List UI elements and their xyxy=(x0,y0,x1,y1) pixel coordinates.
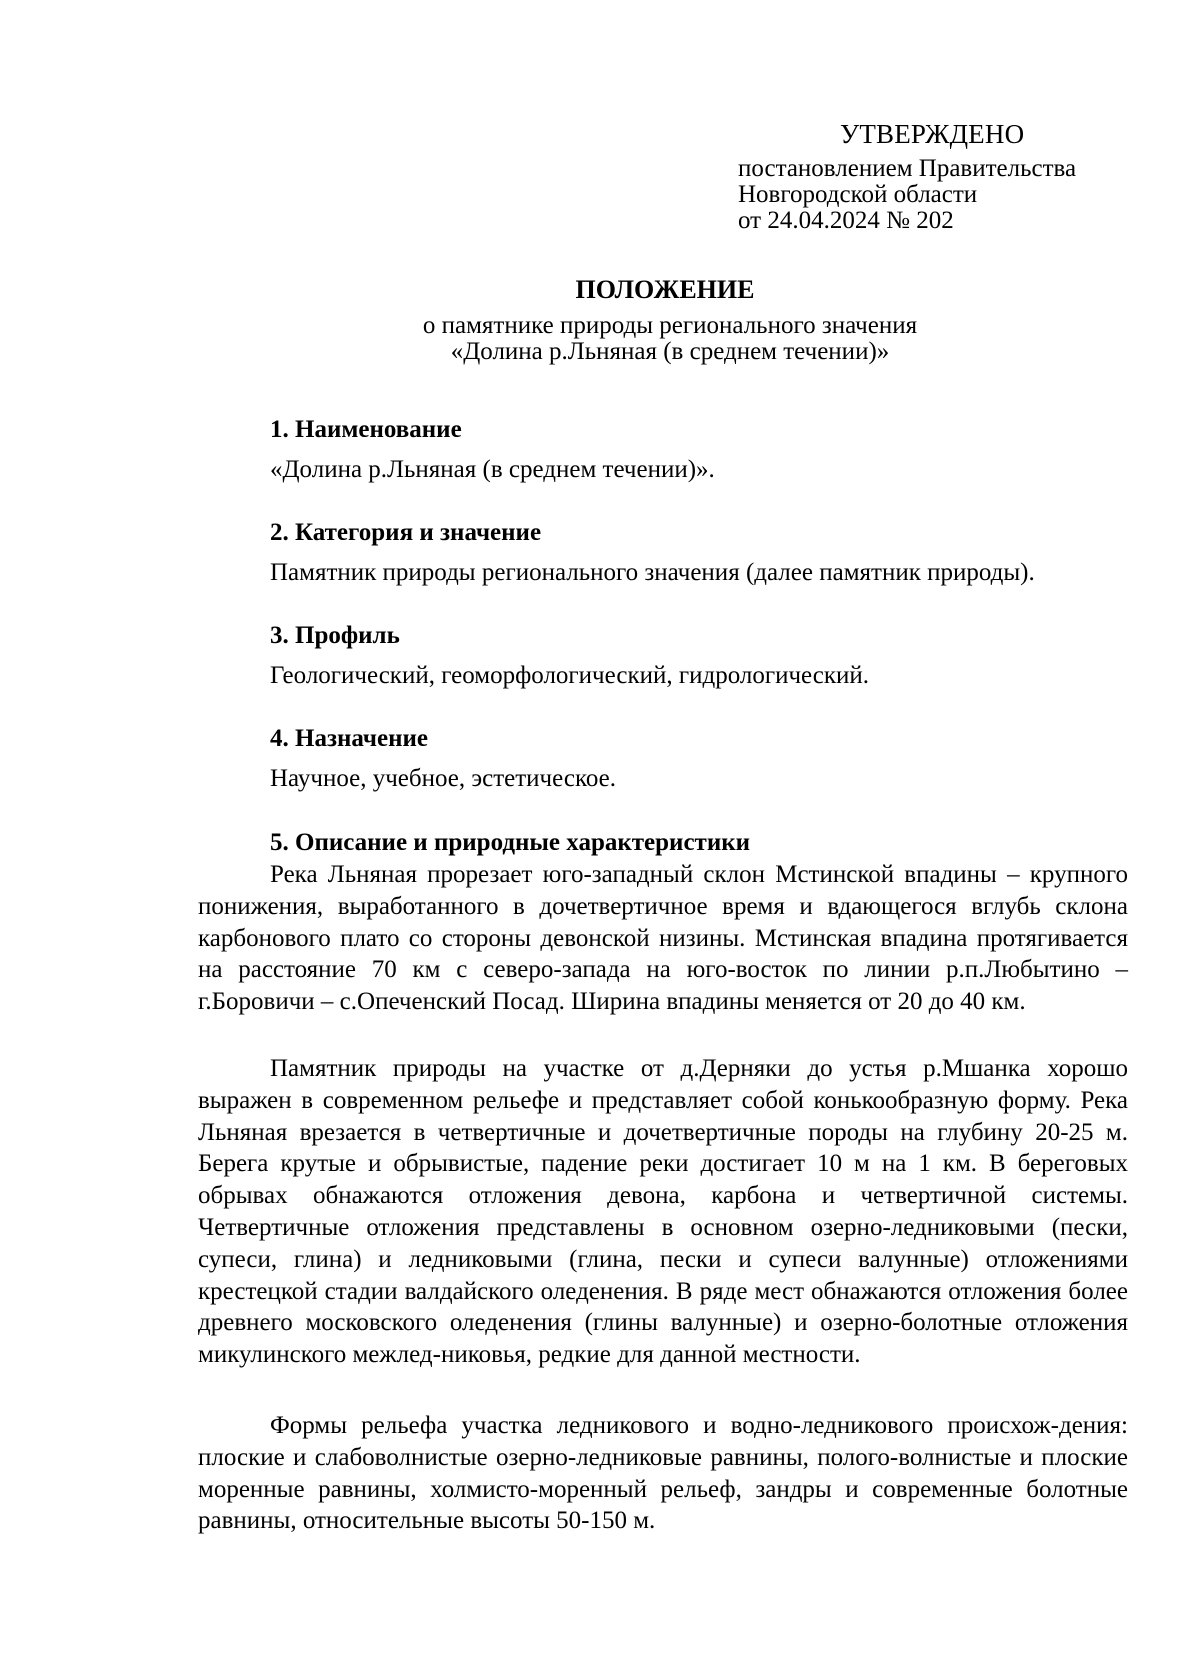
section-heading: 3. Профиль xyxy=(270,622,400,649)
section-description xyxy=(270,828,1150,858)
document-subtitle-line-1: о памятнике природы регионального значения xyxy=(422,312,918,339)
approval-line-1: постановлением Правительства xyxy=(738,155,1077,182)
section-text: Научное, учебное, эстетическое. xyxy=(270,765,616,792)
section-profile xyxy=(270,621,1150,691)
section-text: Памятник природы регионального значения (далее памятник природы). xyxy=(270,559,1035,586)
approval-stamp xyxy=(738,118,1158,234)
approval-line-2: Новгородской области xyxy=(738,181,978,208)
approval-title: УТВЕРЖДЕНО xyxy=(840,119,1025,149)
section-heading: 1. Наименование xyxy=(270,416,462,443)
section-name xyxy=(270,415,1150,485)
description-paragraph-3: Формы рельефа участка ледникового и водно-ледникового происхож-дения: плоские и слабоволнистые озерно-ледниковые равнины, полого-волнистые и плоские моренные равнины, холмисто-моренный рельеф, зандры и современные болотные равнины, относительные высоты 50-150 м. xyxy=(198,1412,1128,1535)
document-subtitle-line-2: «Долина р.Льняная (в среднем течении)» xyxy=(450,338,890,365)
document-title: ПОЛОЖЕНИЕ xyxy=(575,275,755,304)
section-heading: 4. Назначение xyxy=(270,725,428,752)
description-paragraph-2: Памятник природы на участке от д.Дерняки до устья р.Мшанка хорошо выражен в современном рельефе и представляет собой конькообразную форму. Река Льняная врезается в четвертичные и дочетвертичные породы на глубину 20-25 м. Берега крутые и обрывистые, падение реки достигает 10 м на 1 км. В береговых обрывах обнажаются отложения девона, карбона и четвертичной системы. Четвертичные отложения представлены в основном озерно-ледниковыми (пески, супеси, глина) и ледниковыми (глина, пески и супеси валунные) отложениями крестецкой стадии валдайского оледенения. В ряде мест обнажаются отложения более древнего московского оледенения (глины валунные) и озерно-болотные отложения микулинского межлед-никовья, редкие для данной местности. xyxy=(198,1055,1128,1369)
section-text: «Долина р.Льняная (в среднем течении)». xyxy=(270,456,715,483)
section-heading: 5. Описание и природные характеристики xyxy=(270,829,751,856)
section-heading: 2. Категория и значение xyxy=(270,519,542,546)
section-purpose xyxy=(270,724,1150,794)
section-text: Геологический, геоморфологический, гидрологический. xyxy=(270,662,870,689)
section-category xyxy=(270,518,1150,588)
document-subtitle xyxy=(0,313,1200,365)
approval-line-3: от 24.04.2024 № 202 xyxy=(738,207,954,234)
description-paragraph-1: Река Льняная прорезает юго-западный склон Мстинской впадины – крупного понижения, выработанного в дочетвертичное время и вдающегося вглубь склона карбонового плато со стороны девонской низины. Мстинская впадина протягивается на расстояние 70 км с северо-запада на юго-восток по линии р.п.Любытино – г.Боровичи – с.Опеченский Посад. Ширина впадины меняется от 20 до 40 км. xyxy=(198,861,1128,1016)
